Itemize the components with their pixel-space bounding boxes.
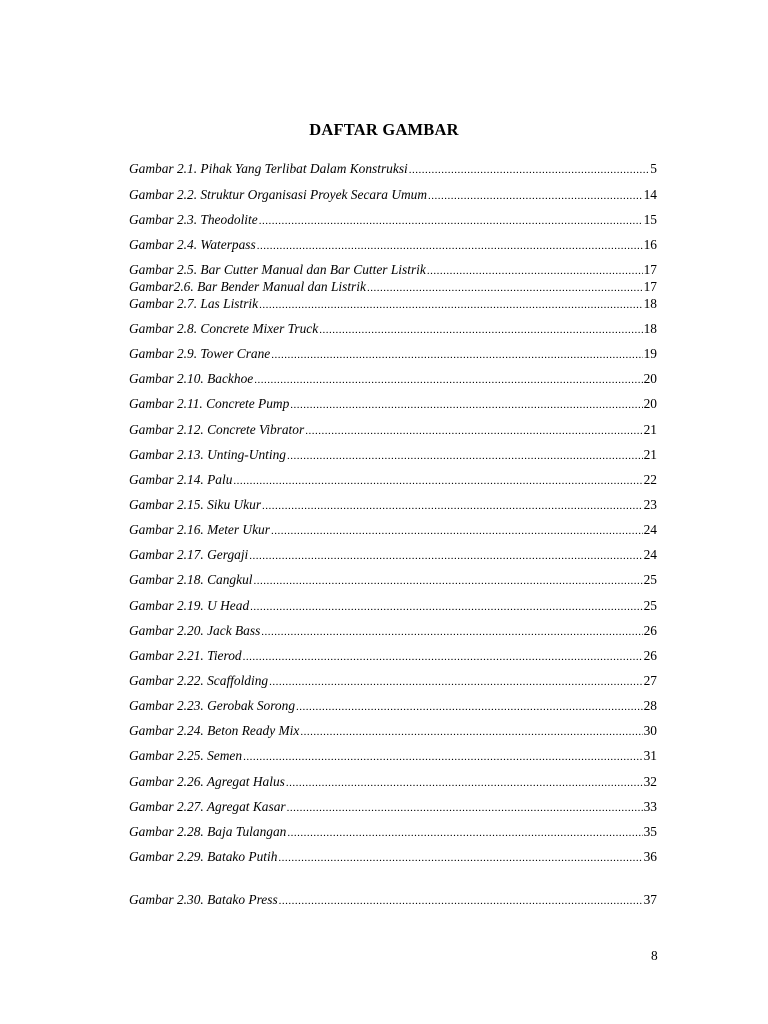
dot-leader (286, 776, 643, 790)
figure-entry-label: Gambar 2.21. Tierod (129, 648, 242, 663)
figure-entry-label: Gambar 2.5. Bar Cutter Manual dan Bar Cutter Listrik (129, 262, 426, 277)
figure-entry-page: 14 (643, 187, 657, 202)
dot-leader (257, 239, 643, 253)
figure-entry-label: Gambar 2.29. Batako Putih (129, 849, 278, 864)
figure-entry-page: 15 (643, 212, 657, 227)
figure-entry-page: 21 (643, 447, 657, 462)
figure-entry-page: 22 (643, 472, 657, 487)
dot-leader (243, 750, 643, 764)
figure-entry (129, 297, 657, 312)
figure-entry-page: 18 (643, 321, 657, 336)
figure-entry-label: Gambar 2.27. Agregat Kasar (129, 799, 286, 814)
page-number: 8 (651, 948, 658, 963)
dot-leader (279, 894, 643, 908)
dot-leader (254, 574, 643, 588)
figure-entry-page: 20 (643, 371, 657, 386)
figure-entry (129, 649, 657, 664)
figure-entry-page: 24 (643, 522, 657, 537)
dot-leader (428, 189, 643, 203)
figure-entry (129, 213, 657, 228)
figure-entry-page: 21 (643, 422, 657, 437)
figure-entry (129, 188, 657, 203)
dot-leader (427, 264, 643, 278)
figure-entry-page: 20 (643, 396, 657, 411)
figure-entry-page: 24 (643, 547, 657, 562)
figure-entry-label: Gambar 2.17. Gergaji (129, 547, 249, 562)
figure-entry-page: 31 (643, 748, 657, 763)
figure-entry (129, 263, 657, 278)
figure-entry (129, 372, 657, 387)
figure-entry-label: Gambar 2.7. Las Listrik (129, 296, 259, 311)
figure-entry (129, 548, 657, 563)
dot-leader (278, 851, 642, 865)
figure-entry-page: 30 (643, 723, 657, 738)
figure-entry-label: Gambar 2.26. Agregat Halus (129, 774, 285, 789)
figure-entry-page: 27 (643, 673, 657, 688)
dot-leader (271, 524, 643, 538)
figure-entry-page: 18 (643, 296, 657, 311)
figure-entry-page: 19 (643, 346, 657, 361)
figure-entry-page: 16 (643, 237, 657, 252)
figure-entry-label: Gambar 2.11. Concrete Pump (129, 396, 290, 411)
figure-entry-label: Gambar 2.24. Beton Ready Mix (129, 723, 300, 738)
dot-leader (305, 424, 642, 438)
figure-entry-page: 33 (643, 799, 657, 814)
dot-leader (271, 348, 642, 362)
dot-leader (261, 625, 642, 639)
page-title: DAFTAR GAMBAR (309, 120, 459, 139)
figure-entry (129, 674, 657, 689)
figure-entry-label: Gambar 2.13. Unting-Unting (129, 447, 286, 462)
figure-entry (129, 347, 657, 362)
figure-entry (129, 322, 657, 337)
figure-entry (129, 599, 657, 614)
figure-entry (129, 724, 657, 739)
dot-leader (287, 449, 643, 463)
figure-entry-label: Gambar 2.15. Siku Ukur (129, 497, 262, 512)
figure-entry-page: 28 (643, 698, 657, 713)
figure-entry (129, 280, 657, 295)
dot-leader (319, 323, 642, 337)
figure-entry (129, 523, 657, 538)
figure-entry-label: Gambar 2.18. Cangkul (129, 572, 253, 587)
figure-entry (129, 699, 657, 714)
figure-entry-label: Gambar 2.19. U Head (129, 598, 250, 613)
figure-entry-label: Gambar 2.22. Scaffolding (129, 673, 269, 688)
dot-leader (287, 826, 642, 840)
figure-entry-label: Gambar 2.2. Struktur Organisasi Proyek Secara Umum (129, 187, 428, 202)
figure-entry-label: Gambar 2.25. Semen (129, 748, 243, 763)
dot-leader (300, 725, 642, 739)
dot-leader (259, 214, 643, 228)
figure-entry (129, 893, 657, 908)
figure-entry-label: Gambar 2.23. Gerobak Sorong (129, 698, 296, 713)
figure-entry-page: 17 (643, 279, 657, 294)
dot-leader (269, 675, 642, 689)
figure-entry-page: 5 (650, 161, 657, 176)
figure-entry (129, 448, 657, 463)
figure-entry-label: Gambar 2.3. Theodolite (129, 212, 258, 227)
figure-entry (129, 825, 657, 840)
dot-leader (290, 398, 642, 412)
dot-leader (233, 474, 642, 488)
figure-entry (129, 749, 657, 764)
figure-entry (129, 775, 657, 790)
figure-entry (129, 498, 657, 513)
figure-entry-label: Gambar 2.30. Batako Press (129, 892, 278, 907)
figure-entry-page: 26 (643, 648, 657, 663)
figure-entry-page: 17 (643, 262, 657, 277)
figure-entry-label: Gambar 2.12. Concrete Vibrator (129, 422, 305, 437)
dot-leader (296, 700, 643, 714)
dot-leader (243, 650, 643, 664)
figure-entry-label: Gambar 2.8. Concrete Mixer Truck (129, 321, 319, 336)
figure-entry-page: 37 (643, 892, 657, 907)
dot-leader (259, 298, 643, 312)
dot-leader (287, 801, 643, 815)
figure-entry-label: Gambar 2.20. Jack Bass (129, 623, 261, 638)
figure-entry (129, 162, 657, 177)
figure-entry-page: 26 (643, 623, 657, 638)
dot-leader (250, 600, 642, 614)
dot-leader (254, 373, 642, 387)
figure-entry-label: Gambar2.6. Bar Bender Manual dan Listrik (129, 279, 366, 294)
figure-entry (129, 473, 657, 488)
figure-entry (129, 397, 657, 412)
figure-entry (129, 238, 657, 253)
dot-leader (262, 499, 643, 513)
figure-entry-page: 36 (643, 849, 657, 864)
figure-entry (129, 624, 657, 639)
figure-entry (129, 800, 657, 815)
figure-entry-label: Gambar 2.14. Palu (129, 472, 233, 487)
figure-entry (129, 423, 657, 438)
figure-entry (129, 573, 657, 588)
dot-leader (367, 281, 643, 295)
figure-entry-label: Gambar 2.10. Backhoe (129, 371, 254, 386)
figure-entry-page: 25 (643, 572, 657, 587)
figure-entry (129, 850, 657, 865)
figure-entry-page: 32 (643, 774, 657, 789)
figure-entry-page: 23 (643, 497, 657, 512)
dot-leader (409, 163, 650, 177)
dot-leader (249, 549, 642, 563)
figure-entry-label: Gambar 2.9. Tower Crane (129, 346, 271, 361)
figure-entry-label: Gambar 2.28. Baja Tulangan (129, 824, 287, 839)
figure-entry-label: Gambar 2.16. Meter Ukur (129, 522, 270, 537)
figure-entry-label: Gambar 2.4. Waterpass (129, 237, 256, 252)
figure-entry-page: 25 (643, 598, 657, 613)
figure-entry-page: 35 (643, 824, 657, 839)
figure-entry-label: Gambar 2.1. Pihak Yang Terlibat Dalam Konstruksi (129, 161, 408, 176)
